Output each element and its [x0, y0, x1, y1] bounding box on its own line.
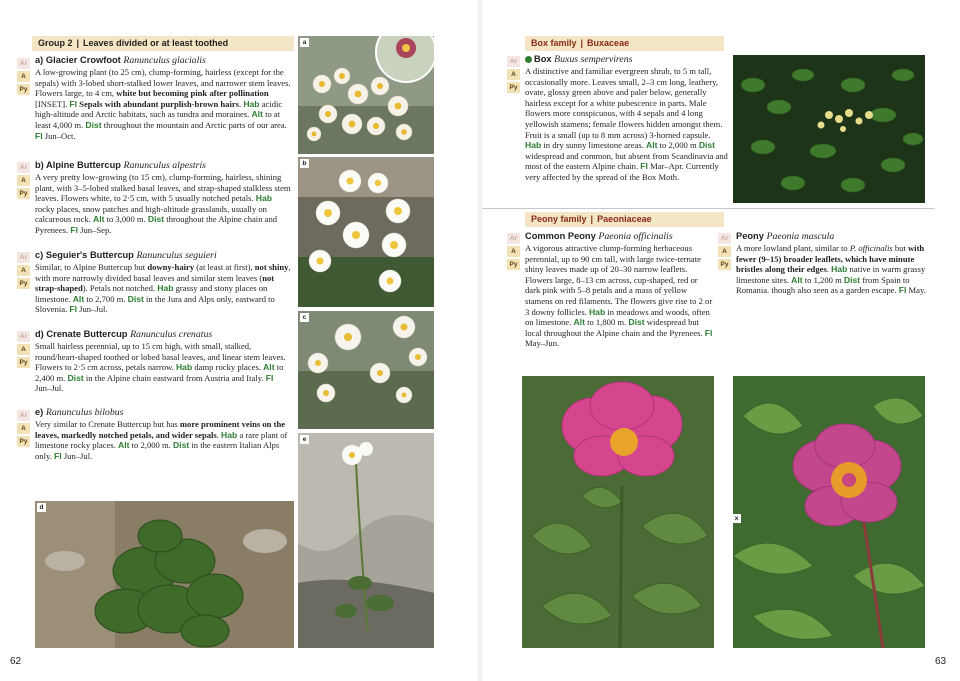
badge-arctic: Ar [17, 162, 30, 173]
entry-crenate-buttercup [35, 328, 291, 394]
badge-alps: A [507, 246, 520, 257]
left-page [0, 0, 478, 681]
entry-title: e) Ranunculus bilobus [35, 407, 124, 418]
entry-box [525, 53, 728, 183]
flower-photo-illustration [298, 433, 434, 648]
entry-title: c) Seguier's Buttercup Ranunculus seguieri [35, 250, 217, 261]
badge-pyrenees: Py [17, 436, 30, 447]
entry-description: A more lowland plant, similar to P. officinalis but with fewer (9–15) broader leaflets, which have minute bristles along their edges. Hab native in warm grassy limestone sites. Alt to 1,200 m Dist from Spain to Romania. though also seen as a garden escape. Fl May. [736, 243, 926, 296]
family-name: Peony family [531, 214, 587, 224]
entry-title: d) Crenate Buttercup Ranunculus crenatus [35, 329, 213, 340]
entry-description: Similar, to Alpine Buttercup but downy-hairy (at least at first), not shiny, with more narrowly divided basal leaves and similar stem leaves (not strap-shaped). Petals not notched. Hab grassy and stony places on limestone. Alt to 2,700 m. Dist in the Jura and Alps only, eastward to Slovenia. Fl Jun–Jul. [35, 262, 291, 315]
range-badges [17, 410, 30, 449]
photo-alpine-buttercup [298, 157, 434, 307]
status-dot-icon [525, 56, 532, 63]
entry-peony-mascula [736, 230, 926, 296]
peony-family-header: Peony family | Paeoniaceae [525, 212, 724, 227]
entry-title: Peony Paeonia mascula [736, 231, 835, 242]
photo-label: x [733, 514, 741, 523]
badge-alps: A [17, 423, 30, 434]
entry-common-peony [525, 230, 715, 349]
entry-description: A distinctive and familiar evergreen shrub, to 5 m tall, occasionally more. Leaves small, 2–3 cm long, leathery, ovate, glossy green above and paler below, generally hairless except for a white pubescence in parts. Male flowers more conspicuous, with 4 sepals and 4 long yellowish stamens; female flowers hidden amongst them. Fruit is a small (up to 8 mm across) 3-horned capsule. Hab in dry sunny limestone areas. Alt to 2,000 m Dist widespread and common, but absent from Scandinavia and most of the eastern Alpine chain. Fl Mar–Apr. Currently very affected by the spread of the Box Moth. [525, 66, 728, 182]
group-label: Group 2 [38, 38, 73, 48]
range-badges [17, 162, 30, 201]
badge-pyrenees: Py [17, 278, 30, 289]
badge-pyrenees: Py [17, 84, 30, 95]
badge-arctic: Ar [718, 233, 731, 244]
flower-photo-illustration [298, 36, 434, 154]
family-name: Box family [531, 38, 577, 48]
section-divider [482, 208, 935, 209]
badge-pyrenees: Py [17, 357, 30, 368]
group-title: Leaves divided or at least toothed [83, 38, 229, 48]
shrub-photo-illustration [733, 55, 925, 203]
photo-crenate-buttercup [35, 501, 294, 648]
range-badges [17, 58, 30, 97]
page-number: 63 [935, 656, 947, 667]
flower-photo-illustration [298, 311, 434, 429]
badge-alps: A [17, 265, 30, 276]
page-number: 62 [10, 656, 22, 667]
range-badges [507, 233, 520, 272]
common-name: Glacier Crowfoot [45, 55, 121, 65]
photo-label: b [300, 159, 309, 168]
badge-alps: A [17, 344, 30, 355]
entry-title: b) Alpine Buttercup Ranunculus alpestris [35, 160, 206, 171]
entry-title [35, 54, 291, 67]
badge-arctic: Ar [17, 410, 30, 421]
badge-pyrenees: Py [718, 259, 731, 270]
group-header [32, 36, 294, 51]
entry-description: Small hairless perennial, up to 15 cm high, with small, stalked, round/heart-shaped toothed or lobed basal leaves, and linear stem leaves. Flowers to 2·5 cm across, petals narrow. Hab damp rocky places. Alt to 2,400 m. Dist in the Alpine chain eastward from Austria and Italy. Fl Jun–Jul. [35, 341, 286, 394]
badge-alps: A [507, 69, 520, 80]
entry-description: A very pretty low-growing (to 15 cm), clump-forming, hairless, shining plant, with 3–5-lobed stalked basal leaves, and strap-shaped stalkless stem leaves. Flowers white, to 2·5 cm, with 5 usually notched petals. Hab rocky places, snow patches and high-altitude grasslands, usually on calcareous rock. Alt to 3,000 m. Dist throughout the Alpine chain and Pyrenees. Fl Jun–Sep. [35, 172, 291, 235]
photo-peony-mascula [733, 376, 925, 648]
header-separator: | [76, 38, 80, 48]
entry-seguiers-buttercup [35, 249, 291, 315]
entry-description: A vigorous attractive clump-forming herbaceous perennial, up to 90 cm tall, with large twice-ternate shiny leaves made up of 20–30 narrow leaflets. Flowers large, 8–13 cm across, cup-shaped, red or dark pink with 5–8 petals and a mass of yellow stamens on red filaments. The flowers give rise to 2 or 3 downy follicles. Hab in meadows and woods, often on limestone. Alt to 1,800 m. Dist widespread but local throughout the Alpine chain and the Pyrenees. Fl May–Jun. [525, 243, 713, 349]
badge-alps: A [718, 246, 731, 257]
photo-glacier-crowfoot [298, 36, 434, 154]
right-page [482, 0, 960, 681]
photo-label: c [300, 313, 309, 322]
latin-name: Ranunculus glacialis [123, 55, 206, 66]
badge-arctic: Ar [17, 331, 30, 342]
photo-label: e [300, 435, 309, 444]
badge-alps: A [17, 71, 30, 82]
range-badges [17, 252, 30, 291]
photo-ranunculus-bilobus [298, 433, 434, 648]
badge-pyrenees: Py [17, 188, 30, 199]
photo-label: a [300, 38, 309, 47]
entry-glacier-crowfoot [35, 54, 291, 141]
badge-arctic: Ar [507, 233, 520, 244]
flower-photo-illustration [733, 376, 925, 648]
entry-description: A low-growing plant (to 25 cm), clump-forming, hairless (except for the sepals) with 3-lobed short-stalked lower leaves, and narrower stem leaves. Flowers large, to 4 cm, white but becoming pink after pollination [INSET]. Fl Sepals with abundant purplish-brown hairs. Hab acidic high-altitude and Arctic habitats, such as tundra and moraines. Alt to at least 4,000 m. Dist throughout the mountain and Arctic parts of our area. Fl Jun–Oct. [35, 67, 291, 141]
photo-box-shrub [733, 55, 925, 203]
family-latin: Buxaceae [587, 38, 630, 48]
badge-arctic: Ar [17, 58, 30, 69]
flower-photo-illustration [522, 376, 714, 648]
badge-arctic: Ar [17, 252, 30, 263]
range-badges [507, 56, 520, 95]
photo-label: d [37, 503, 46, 512]
flower-photo-illustration [298, 157, 434, 307]
entry-ranunculus-bilobus [35, 406, 291, 461]
entry-alpine-buttercup [35, 159, 291, 236]
entry-prefix: a) [35, 55, 44, 65]
range-badges [17, 331, 30, 370]
badge-pyrenees: Py [507, 82, 520, 93]
box-family-header: Box family | Buxaceae [525, 36, 724, 51]
badge-arctic: Ar [507, 56, 520, 67]
range-badges [718, 233, 731, 272]
family-latin: Paeoniaceae [597, 214, 652, 224]
badge-alps: A [17, 175, 30, 186]
entry-title: Box Buxus sempervirens [525, 53, 728, 66]
photo-seguiers-buttercup [298, 311, 434, 429]
badge-pyrenees: Py [507, 259, 520, 270]
photo-common-peony [522, 376, 714, 648]
entry-description: Very similar to Crenate Buttercup but has more prominent veins on the leaves, markedly notched petals, and wider sepals. Hab a rare plant of limestone rocky places. Alt to 2,000 m. Dist in the eastern Italian Alps only. Fl Jun–Jul. [35, 419, 288, 461]
flower-photo-illustration [35, 501, 294, 648]
entry-title: Common Peony Paeonia officinalis [525, 231, 673, 242]
